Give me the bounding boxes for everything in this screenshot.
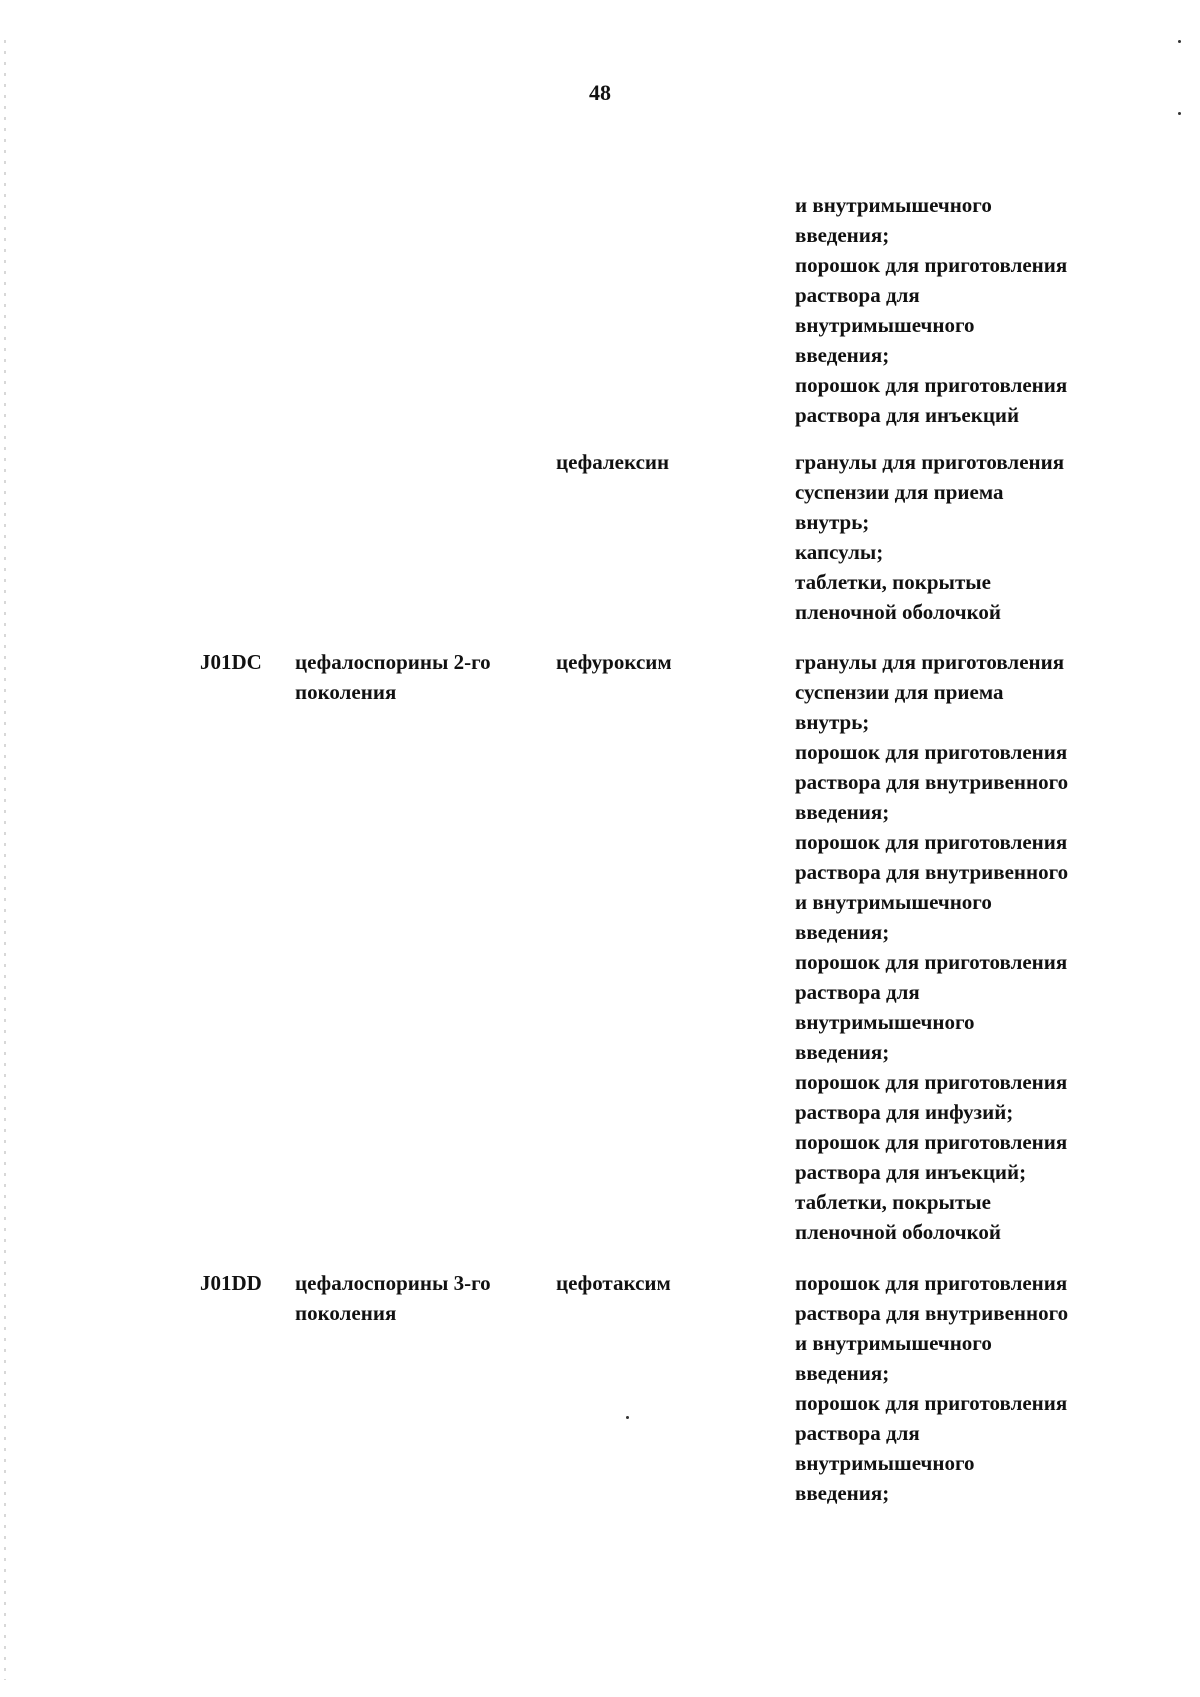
dosage-form-line: пленочной оболочкой — [795, 600, 1002, 624]
drug-name: цефотаксим — [556, 1271, 671, 1295]
dosage-form-line: внутримышечного — [795, 1010, 975, 1034]
dosage-form-line: введения; — [795, 1361, 890, 1385]
dosage-form-line: раствора для инфузий; — [795, 1100, 1014, 1124]
dosage-form-line: введения; — [795, 800, 890, 824]
dosage-forms — [795, 447, 1064, 627]
dosage-form-line: порошок для приготовления — [795, 253, 1068, 277]
atc-code: J01DC — [200, 650, 262, 674]
dosage-form-line: порошок для приготовления — [795, 740, 1068, 764]
dosage-form-line: капсулы; — [795, 540, 884, 564]
dosage-form-line: порошок для приготовления — [795, 1070, 1068, 1094]
dosage-form-line: введения; — [795, 1040, 890, 1064]
drug-group-line: цефалоспорины 2-го — [295, 650, 491, 674]
drug-name: цефалексин — [556, 450, 670, 474]
drug-group-line: поколения — [295, 680, 397, 704]
dosage-form-line: введения; — [795, 920, 890, 944]
drug-name: цефуроксим — [556, 650, 672, 674]
dosage-form-line: раствора для внутривенного — [795, 860, 1069, 884]
dosage-form-line: и внутримышечного — [795, 890, 992, 914]
dosage-form-line: таблетки, покрытые — [795, 570, 991, 594]
dosage-form-line: порошок для приготовления — [795, 1271, 1068, 1295]
drug-group — [295, 1268, 491, 1328]
dosage-form-line: раствора для — [795, 283, 920, 307]
dosage-form-line: внутримышечного — [795, 313, 975, 337]
dosage-form-line: раствора для внутривенного — [795, 1301, 1069, 1325]
dosage-form-line: и внутримышечного — [795, 193, 992, 217]
drug-group — [295, 647, 491, 707]
dosage-form-line: гранулы для приготовления — [795, 450, 1065, 474]
dosage-form-line: порошок для приготовления — [795, 1391, 1068, 1415]
dosage-form-line: порошок для приготовления — [795, 1130, 1068, 1154]
dosage-form-line: раствора для инъекций — [795, 403, 1020, 427]
dosage-form-line: раствора для внутривенного — [795, 770, 1069, 794]
dosage-form-line: порошок для приготовления — [795, 950, 1068, 974]
atc-code: J01DD — [200, 1271, 262, 1295]
dosage-form-line: раствора для инъекций; — [795, 1160, 1027, 1184]
dosage-form-line: порошок для приготовления — [795, 373, 1068, 397]
scan-speck — [626, 1416, 629, 1419]
dosage-forms — [795, 647, 1068, 1247]
page-number: 48 — [589, 80, 611, 105]
dosage-form-line: введения; — [795, 223, 890, 247]
dosage-form-line: и внутримышечного — [795, 1331, 992, 1355]
scan-speck — [1178, 40, 1181, 43]
dosage-form-line: раствора для — [795, 980, 920, 1004]
dosage-form-line: раствора для — [795, 1421, 920, 1445]
scan-speck — [1178, 112, 1181, 115]
dosage-form-line: внутрь; — [795, 710, 870, 734]
dosage-form-line: суспензии для приема — [795, 480, 1004, 504]
dosage-forms — [795, 190, 1067, 430]
dosage-form-line: суспензии для приема — [795, 680, 1004, 704]
dosage-form-line: внутрь; — [795, 510, 870, 534]
dosage-form-line: гранулы для приготовления — [795, 650, 1065, 674]
drug-group-line: цефалоспорины 3-го — [295, 1271, 491, 1295]
dosage-forms — [795, 1268, 1068, 1508]
dosage-form-line: введения; — [795, 1481, 890, 1505]
dosage-form-line: порошок для приготовления — [795, 830, 1068, 854]
dosage-form-line: внутримышечного — [795, 1451, 975, 1475]
drug-group-line: поколения — [295, 1301, 397, 1325]
dosage-form-line: таблетки, покрытые — [795, 1190, 991, 1214]
dosage-form-line: пленочной оболочкой — [795, 1220, 1002, 1244]
dosage-form-line: введения; — [795, 343, 890, 367]
scan-edge-artifact — [4, 40, 6, 1680]
